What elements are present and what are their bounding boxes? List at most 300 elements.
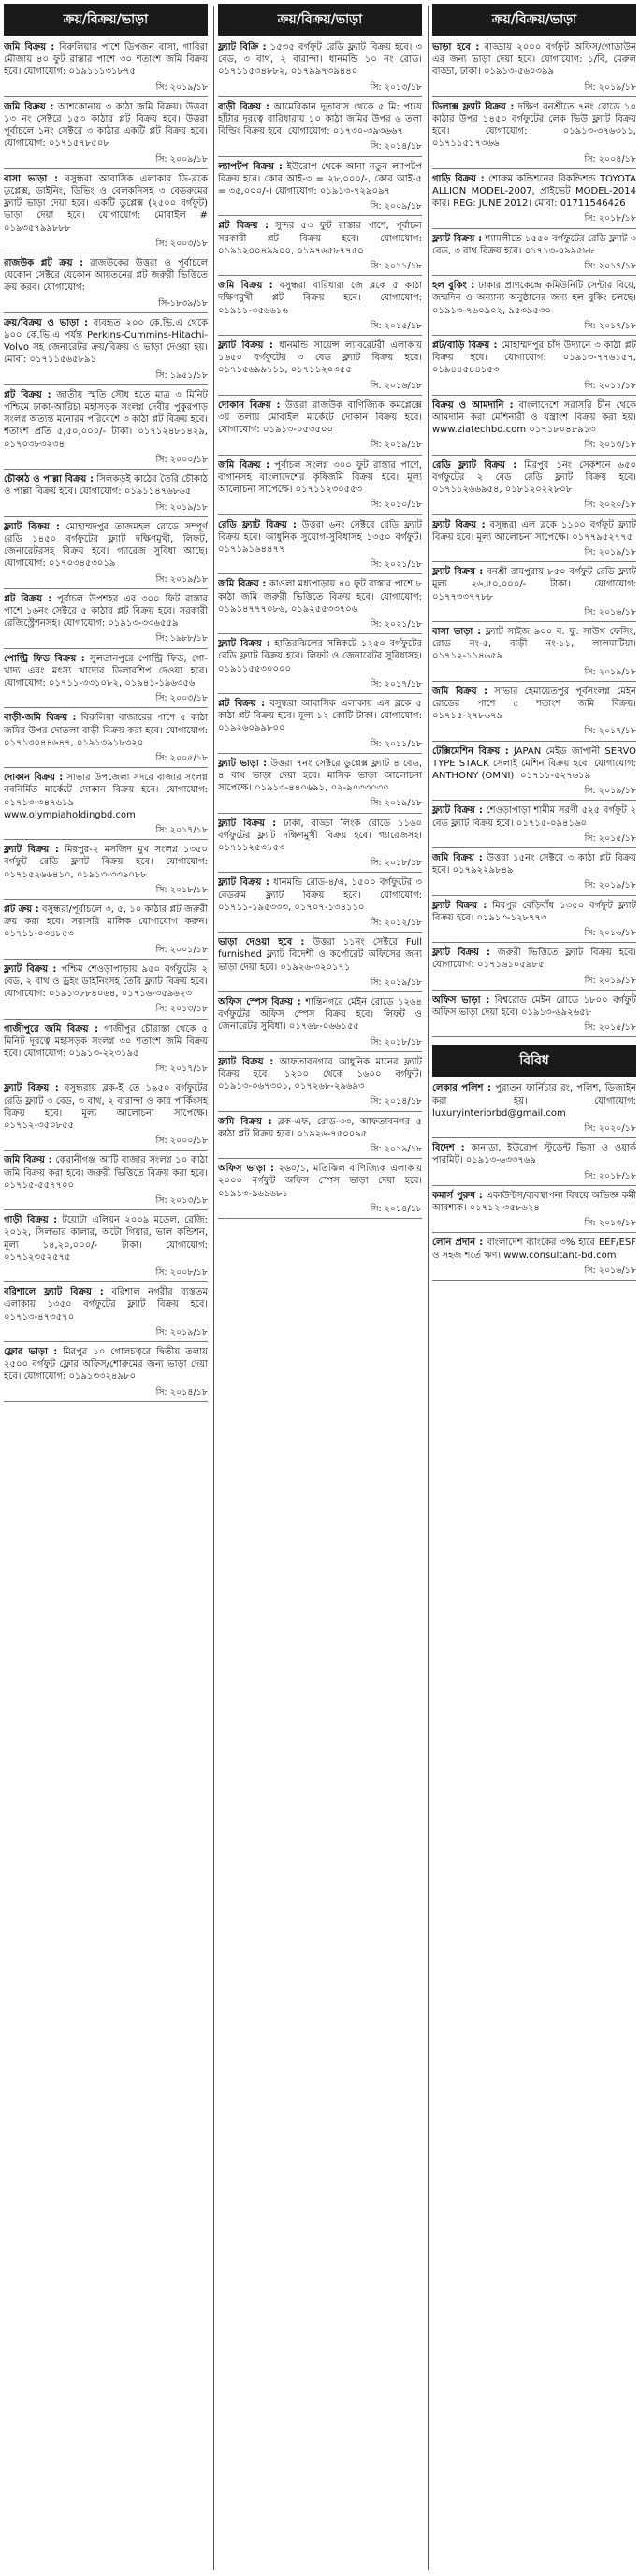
ad-code: সি: ২০১৯/১৮ xyxy=(370,798,422,809)
ad-code: সি: ২০১৮/১৮ xyxy=(370,1036,422,1048)
ad-body: উত্তরা ৭নং সেক্টরে ডুপ্লেক্স ফ্ল্যাট ৪ বেড, ৪ বাথ ভাড়া দেয়া হবে। মাসিক ভাড়া আলোচনা সাপেক্ষে। ০১৯১৩-৪৪০৬৯১, ০২-৯০৩৩০৩০ xyxy=(218,758,422,794)
ad-separator xyxy=(218,1051,422,1052)
ad-body: পূর্বাচল উপশহর এর ৩০০ ফিট রাস্তার পাশে ১৬নং সেক্টরে ৫ কাঠার প্লট বিক্রয় হবে। সরকারী রেজিস্ট্রেশনসহ। যোগাযোগ: ০১৯১৩-৩৩৬৫৫৯ xyxy=(4,593,208,630)
classified-ad xyxy=(4,473,208,498)
classified-ad xyxy=(218,936,422,974)
ad-title: ফ্ল্যাট ভাড়া : xyxy=(218,758,268,769)
ad-separator xyxy=(432,621,636,622)
ad-separator xyxy=(218,693,422,694)
classified-ad xyxy=(218,876,422,914)
ad-body: মিরপুর বেড়িবাঁধ ১৩৫০ বর্গফুট ফ্ল্যাট বিক্রয় হবে। ০১৯১৩-১২৮৭৭৩ xyxy=(432,900,636,923)
ad-code: সি: ২০২১/১৮ xyxy=(370,618,422,630)
ad-title: প্লট/বাড়ি বিক্রয় : xyxy=(432,340,498,352)
classified-ad xyxy=(4,317,208,367)
ad-code: সি: ২০১৮/১৮ xyxy=(155,884,208,895)
ad-code: সি: ২০২০/১৮ xyxy=(584,1123,636,1135)
ad-separator xyxy=(4,588,208,589)
ad-code: সি: ২০০০/১৮ xyxy=(155,1136,208,1147)
classified-ad xyxy=(432,745,636,783)
ad-separator xyxy=(432,1036,636,1037)
ad-title: গাজীপুরে জমি বিক্রয় : xyxy=(4,1023,98,1035)
ad-title: বরিশালে ফ্ল্যাট বিক্রয় : xyxy=(4,1287,104,1298)
ad-title: ফ্ল্যাট বিক্রয় : xyxy=(432,805,483,817)
classified-ad xyxy=(432,1142,636,1166)
classified-ad xyxy=(4,904,208,941)
ad-code: সি: ২০১৯/১৮ xyxy=(584,786,636,797)
ad-body: পূর্বাচল সংলগ্ন ৩০০ ফুট রাস্তার পাশে, বাগানসহ বাংলাদেশের কৃষিজমি বিক্রয় হবে। মূল্য আলোচনা সাপেক্ষে। ০১৭১১২৩০৫৫৩ xyxy=(218,459,422,496)
ad-body: টয়োটা এলিয়ন ২০০৯ মডেল, রেজি: ২০১২, সিলভার কালার, অটো গিয়ার, ভাল কন্ডিশন, মূল্য ১৪,২০,০০০/- টাকা। যোগাযোগ: ০১৭১২৩৫২৫৭৫ xyxy=(4,1215,208,1263)
ad-body: হাতিরঝিলের সন্নিকটে ১২৫০ বর্গফুটের রেডি ফ্ল্যাট বিক্রয় হবে। লিফট ও জেনারেটর সুবিধাসহ। ০১৯১১৫৫৩০০০০ xyxy=(218,639,422,674)
ad-body: ২৬০/১, মতিঝিল বাণিজ্যিক এলাকায় ২০০০ বর্গফুট অফিস স্পেস ভাড়া দেয়া হবে। ০১৯১৩-৯৬৯৬৮১ xyxy=(218,1164,422,1199)
ad-separator xyxy=(432,1232,636,1233)
ad-separator xyxy=(218,872,422,873)
classified-ad xyxy=(432,399,636,437)
ad-title: বাড়ী বিক্রয় : xyxy=(218,101,269,112)
ad-separator xyxy=(4,899,208,900)
ad-separator xyxy=(432,800,636,801)
ad-title: ক্রয়/বিক্রয় ও ভাড়া : xyxy=(4,317,89,328)
ad-code: সি: ২০১৬/১৮ xyxy=(370,380,422,391)
section-header: ক্রয়/বিক্রয়/ভাড়া xyxy=(432,4,636,36)
ad-code: সি: ২০১৭/১৮ xyxy=(584,726,636,737)
ad-title: দোকান বিক্রয় : xyxy=(4,773,64,784)
ad-body: শান্তিনগরে মেইন রোডে ১২৬৪ বর্গফুটের অফিস স্পেস বিক্রয় হবে। লিফট ও জেনারেটর সুবিধা। ০১৭৬৮-০৬৬১৫৫ xyxy=(218,997,422,1033)
ad-code: সি: ২০১৩/১৮ xyxy=(370,81,422,93)
ad-code: সি: ২০১৯/১৮ xyxy=(155,573,208,585)
classified-ad xyxy=(218,578,422,615)
classified-ad xyxy=(432,459,636,497)
classified-ad xyxy=(218,638,422,675)
ad-body: বিরুলিয়া বাজারের পাশে ৫ কাঠা জমির উপর দোতলা বাড়ী বিক্রয় করা হবে। যোগাযোগ: ০১৭১৩০৪৪৬৪৭, ০১৯১৩৯১৮৩২০ xyxy=(4,713,208,748)
ad-title: ফ্ল্যাট বিক্রয় : xyxy=(218,340,273,352)
ad-body: সিলকড়ই কাঠের তৈরি চৌকাঠ ও পাল্লা বিক্রয় হবে। যোগাযোগ: ০১৯১১৪৭৬৮৬৫ xyxy=(4,474,208,498)
ad-code: সি: ২০১৭/১৮ xyxy=(584,261,636,272)
ad-body: ধানমন্ডি রোড-৪/এ, ১৫০০ বর্গফুটের ৩ বেডরুম ফ্ল্যাট বিক্রয় হবে। যোগাযোগ: ০১৭১১-১৯৫৩৩৩, ০১৭০৭-১৩৪১১০ xyxy=(218,877,422,913)
ad-title: জমি বিক্রয় : xyxy=(432,852,483,863)
ad-body: শেওড়াপাড়া শামীম সরণী ৫২৫ বর্গফুট ২ বেড ফ্ল্যাট বিক্রয় হবে। ০১৭১৫-০৯৪১৬০ xyxy=(432,805,636,829)
ad-separator xyxy=(4,959,208,960)
classified-ad xyxy=(4,1023,208,1061)
classified-ad xyxy=(218,280,422,317)
ad-separator xyxy=(218,395,422,396)
ad-code: সি: ২০১৮/১৮ xyxy=(584,1170,636,1181)
ad-separator xyxy=(4,1401,208,1402)
classified-ad xyxy=(432,519,636,543)
ad-separator xyxy=(4,767,208,768)
ad-body: দক্ষিণ বনশ্রীতে ৭নং রোডে ১০ কাঠার উপর ১৪৫০ বর্গফুটের লেক ভিউ ফ্ল্যাট বিক্রয় হবে। যোগাযোগ: ০১৯১৩-৩৭৬৩১১, ০১৭১১৫১৭৩৬৬ xyxy=(432,101,636,150)
classified-ad xyxy=(218,1163,422,1200)
ad-code: সি: ২০১৪/১৮ xyxy=(155,1386,208,1397)
ad-separator xyxy=(4,1209,208,1210)
column-3-ads xyxy=(432,41,636,1037)
ad-code: সি: ২০০১/১৮ xyxy=(155,944,208,955)
ad-body: আশকোনায় ৩ কাঠা জমি বিক্রয়। উত্তরা ১৩ নং সেক্টরে ১৫৩ কাঠার প্লট বিক্রয় হবে। উত্তরা পূর্বাচলে ১নং সেক্টরে ৩ কাঠার একটি প্লট বিক্রয় হবে। যোগাযোগ: ০১৭১৫৭৮৫০৮ xyxy=(4,101,208,150)
ad-separator xyxy=(218,1218,422,1219)
ad-title: জমি বিক্রয় : xyxy=(4,101,54,112)
ad-body: জাতীয় স্মৃতি সৌধ হতে মাত্র ৩ মিনিট পশ্চিমে ঢাকা-আরিচা মহাসড়ক সংলগ্ন দেবীর পুকুরপাড় সংলগ্ন অত্যন্ত মনোরম পরিবেশে ৩ কাঠা প্লট বিক্রয় হবে। শতাংশ প্রতি ৫,৫০,০০০/- টাকা। ০১৭১২৪৮১৪২৯, ০১৭০৩৮৩২৩৪ xyxy=(4,389,208,450)
ad-title: প্লট বিক্রয় : xyxy=(4,389,51,400)
ad-separator xyxy=(432,395,636,396)
ad-code: সি: ২০১৯/১৮ xyxy=(370,1144,422,1155)
ad-code: সি: ১৯৮৮/১৮ xyxy=(155,633,208,644)
ad-title: জমি বিক্রয় : xyxy=(218,1116,272,1127)
ad-separator xyxy=(432,990,636,991)
ad-code: সি: ২০১০/১৮ xyxy=(370,499,422,511)
ad-code: সি: ২০০৯/১৮ xyxy=(370,201,422,212)
ad-body: সাভার হেমায়েতপুর পূর্বসংলগ্ন মেইন রোডের পাশে ৫ শতাংশ জমি বিক্রয়। ০১৭১৫-২৭৮৬৭৯ xyxy=(432,686,636,722)
ad-code: সি: ২০১৯/১৮ xyxy=(584,81,636,93)
ad-body: উত্তরা ১৫নং সেক্টরে ৩ কাঠা প্লট বিক্রয় হবে। ০১৭৯২২৯৮৪৯ xyxy=(432,852,636,876)
ad-separator xyxy=(4,168,208,169)
ad-separator xyxy=(4,648,208,649)
ad-separator xyxy=(218,514,422,515)
ad-title: ফ্লোর ভাড়া : xyxy=(4,1347,58,1358)
classified-ad xyxy=(4,521,208,571)
ad-title: পোল্ট্রি ফিড বিক্রয় : xyxy=(4,653,85,664)
ad-title: ফ্ল্যাট বিক্রয় : xyxy=(432,519,486,530)
ad-separator xyxy=(218,156,422,157)
ad-code: সি: ২০১৯/১৮ xyxy=(584,975,636,986)
ad-body: বসুন্ধরায় ব্লক-ই তে ১৯৫০ বর্গফুটের রেডি ফ্ল্যাট ৩ বেড, ৩ বাথ, ২ বারান্দা ও কার পার্কিংসহ বিক্রয় হবে। মূল্য আলোচনা সাপেক্ষে। ০১৭১২-৩৫০৮৫৫ xyxy=(4,1083,208,1132)
ad-title: ফ্ল্যাট বিক্রয় : xyxy=(432,900,487,911)
classified-ad xyxy=(4,593,208,630)
ad-body: ১৫৩৫ বর্গফুট রেডি ফ্ল্যাট বিক্রয় হবে। ৩ বেড, ৩ বাথ, ২ বারান্দা। ধানমন্ডি ১০ নং রোড। ০১৭১১৫৩৪৮৮২, ০১৭৯৯৭৩৯৪৪০ xyxy=(218,42,422,78)
ad-separator xyxy=(432,455,636,456)
classified-ad xyxy=(218,818,422,855)
classified-ad xyxy=(4,173,208,235)
section-header: ক্রয়/বিক্রয়/ভাড়া xyxy=(4,4,208,36)
ad-code: সি: ২০২১/১৮ xyxy=(370,559,422,571)
ad-title: প্লট বিক্রয় : xyxy=(218,221,269,232)
ad-title: অফিস ভাড়া : xyxy=(432,994,490,1006)
column-divider xyxy=(428,6,429,2570)
ad-separator xyxy=(4,384,208,385)
ad-code: সি: ২০০৪/১৮ xyxy=(584,153,636,165)
ad-code: সি: ২০১১/১৮ xyxy=(370,261,422,272)
ad-title: জমি বিক্রয় : xyxy=(218,579,267,590)
ad-title: জমি বিক্রয় : xyxy=(218,459,270,470)
classified-ad xyxy=(432,101,636,151)
ad-code: সি: ২০১৭/১৮ xyxy=(155,824,208,835)
ad-body: কেরানীগঞ্জ আটি বাজার সংলগ্ন ১০ কাঠা জমি বিক্রয় করা হবে। জরুরী ভিত্তিতে বিক্রয় করা হবে। ০১৭১৫-৫৫৭৭০০ xyxy=(4,1155,208,1191)
classified-ad xyxy=(218,101,422,138)
ad-body: বিশ্বরোড মেইন রোডে ১৮০০ বর্গফুট অফিস ভাড়া দেয়া হবে। ০১৯১৩-৬৯২৬৫৮ xyxy=(432,994,636,1018)
classified-column-2 xyxy=(218,4,422,2572)
classified-ad xyxy=(432,566,636,603)
ad-separator xyxy=(4,707,208,708)
section-header: ক্রয়/বিক্রয়/ভাড়া xyxy=(218,4,422,36)
classified-ad xyxy=(4,844,208,881)
misc-ads xyxy=(432,1082,636,1281)
ad-code: সি: ২০১৪/১৮ xyxy=(370,1096,422,1107)
ad-title: ফ্ল্যাট বিক্রি : xyxy=(218,42,267,52)
ad-body: বিরুলিয়ার পাশে ডিপজন বাসা, গাবিরা মৌজায় ৪০ ফুট রাস্তার পাশে ৩০ শতাংশ জমি বিক্রয় হবে। যোগাযোগ: ০১৯১১১৩১৮৭৫ xyxy=(4,42,208,78)
classified-ad xyxy=(4,1214,208,1264)
ad-separator xyxy=(218,275,422,276)
ad-body: সুন্দর ৫৩ ফুট রাস্তার পাশে, পূর্বাচল সরকারী প্লট বিক্রয় হবে। যোগাযোগ: ০১৯১২০০৪৯৯০০, ০১৯৭৬৫৮৭৭৫০ xyxy=(218,221,422,256)
ad-title: ফ্ল্যাট বিক্রয় : xyxy=(4,845,59,856)
ad-body: কাওলা মধ্যপাড়ায় ৪০ ফুট রাস্তার পাশে ৮ কাঠা জমি জরুরী ভিত্তিতে বিক্রয় হবে। যোগাযোগ: ০১৯১৪৭৭৭০৮৬, ০১৯২৫৫৩৩৭০৬ xyxy=(218,579,422,615)
ad-code: সি: ২০১৩/১৮ xyxy=(584,1218,636,1229)
ad-body: ব্যবহৃত ২০০ কে.ভি.এ থেকে ৯০০ কে.ভি.এ পর্যন্ত Perkins-Cummins-Hitachi-Volvo সহ জেনারেটর ক্রয়/বিক্রয় ও ভাড়া দেওয়া হয়। মোবা: ০১৭১১৫৬৫৮৯১ xyxy=(4,317,208,366)
ad-separator xyxy=(4,839,208,840)
ad-title: ফ্ল্যাট বিক্রয় : xyxy=(218,818,277,829)
ad-code: সি: ২০১৮/১৮ xyxy=(370,858,422,869)
ad-separator xyxy=(4,1150,208,1151)
ad-title: হল বুকিং : xyxy=(432,281,475,292)
classified-ad xyxy=(4,1346,208,1383)
ad-body: মিরপুর ১নং সেকশনে ৬৫০ বর্গফুটের ২ বেড রেডি ফ্ল্যাট বিক্রয় হবে। ০১৭১১২৬৬৯৫৪, ০১৮১২০২২৮০৮ xyxy=(432,459,636,496)
ad-separator xyxy=(432,561,636,562)
ad-title: জমি বিক্রয় : xyxy=(4,1155,52,1166)
ad-title: রেডি ফ্ল্যাট বিক্রয় : xyxy=(432,459,517,470)
ad-body: পশ্চিম শেওড়াপাড়ায় ৯৫০ বর্গফুটের ২ বেড, ২ বাথ ও ড্রইং ডাইনিংসহ তৈরি ফ্ল্যাট বিক্রয় হবে। যোগাযোগ: ০১৯১৩৮৮৪০৬৪, ০১৭১৬-৩৫৯৬২৩ xyxy=(4,963,208,1000)
ad-separator xyxy=(4,1341,208,1342)
ad-separator xyxy=(432,942,636,943)
ad-title: অফিস স্পেস বিক্রয় : xyxy=(218,997,301,1007)
ad-body: বাংলাদেশ ব্যাংকের ৩% হারে EEF/ESF ও সহজ শর্তে ঋণ। www.consultant-bd.com xyxy=(432,1237,636,1261)
ad-code: সি: ২০২০/১৮ xyxy=(584,499,636,511)
ad-code: সি: ২০১৩/১৮ xyxy=(584,440,636,451)
ad-title: ফ্ল্যাট বিক্রয় : xyxy=(218,639,270,650)
classified-ad xyxy=(218,459,422,497)
ad-title: ফ্ল্যাট বিক্রয় : xyxy=(432,948,490,959)
ad-title: প্লট বিক্রয় : xyxy=(4,593,52,604)
classified-ad xyxy=(4,653,208,690)
ad-code: সি: ২০১৯/১৮ xyxy=(155,1326,208,1338)
ad-body: একাউন্টস/ব্যবস্থাপনা বিষয়ে অভিজ্ঞ কর্মী আবশ্যক। ০১৭১২-৩৫৮৬২৪ xyxy=(432,1190,636,1214)
ad-body: ইউরোপ থেকে আনা নতুন ল্যাপটপ বিক্রয় হবে। কোর আই-৩ = ২৮,০০০/-, কোর আই-৫ = ৩৫,০০০/-। যোগাযোগ: ০১৯১৩-৭২৯০৯৭ xyxy=(218,161,422,197)
ad-separator xyxy=(432,335,636,336)
ad-body: বরিশাল নগরীর ব্যস্ততম এলাকায় ১৩৫০ বর্গফুটের ফ্ল্যাট বিক্রয় হবে। ০১৭১৩-৪৭৩৫৭০ xyxy=(4,1287,208,1323)
ad-title: বিদেশ : xyxy=(432,1143,465,1154)
ad-separator xyxy=(4,312,208,313)
ad-separator xyxy=(4,96,208,97)
ad-body: মোহাম্মদপুর চাঁদ উদ্যানে ৩ কাঠা প্লট বিক্রয় হবে। যোগাযোগ: ০১৯১৩-৭৭৬১৫৭, ০১৯৪৪৫৪৪১৫৩ xyxy=(432,340,636,376)
ad-separator xyxy=(432,895,636,896)
ad-title: অফিস ভাড়া : xyxy=(218,1164,274,1175)
ad-body: ফ্ল্যাট সাইজ ৯০০ ব. ফু. সাউথ ফেসিং, রোড নং-৫, বাড়ী নং-১১, লালমাটিয়া। ০১৭১২-১১৪৬৫৯ xyxy=(432,626,636,662)
ad-body: সুলতানপুরে পোল্ট্রি ফিড, গো-খাদ্য এবং মৎস্য খাদ্যের ডিলারশিপ দেওয়া হবে। যোগাযোগ: ০১৭১১-৩৩১০৮২, ০১৯৪১-১৯৬৩৫৬ xyxy=(4,653,208,688)
ad-body: JAPAN মেইড জাপানী SERVO TYPE STACK সেলাই মেশিন বিক্রয় হবে। যোগাযোগ: ANTHONY (OMNI)। ০১৭১১-৫২৭৬১৯ xyxy=(432,745,636,781)
ad-body: জরুরী ভিত্তিতে ফ্ল্যাট বিক্রয় হবে। যোগাযোগ: ০১৭১৬১০৫৯৮৫ xyxy=(432,948,636,971)
ad-title: প্লট ক্রয় : xyxy=(4,904,39,915)
classified-ad xyxy=(4,1286,208,1324)
classified-ad xyxy=(4,1082,208,1132)
classified-ad xyxy=(218,1116,422,1140)
ad-separator xyxy=(218,573,422,574)
ad-code: সি: ২০১৫/১৮ xyxy=(370,320,422,331)
classified-ad xyxy=(432,173,636,210)
ad-body: বাড্ডায় ২০০০ বর্গফুট অফিস/গোডাউন এর জন্য ভাড়া দেয়া হবে। যোগাযোগ: ১/বি, মেরুল বাড্ডা, ঢাকা। ০১৯১৩-৫৬০৩৯৯ xyxy=(432,42,636,78)
classified-ad xyxy=(218,220,422,257)
ad-separator xyxy=(218,932,422,933)
classified-ad xyxy=(4,712,208,749)
ad-separator xyxy=(432,514,636,515)
ad-code: সি: ২০১৮/১৮ xyxy=(584,213,636,224)
classified-ad xyxy=(432,686,636,723)
ad-body: আফতাবনগরে আধুনিক মানের ফ্ল্যাট বিক্রয় হবে। ১২০০ থেকে ১৬০০ বর্গফুট। ০১৯১৩-০৬৭৩০১, ০১৭২৬৮-২৯৬৯৩ xyxy=(218,1056,422,1093)
ad-body: মিরপুর-২ মসজিদ মুখ সংলগ্ন ১৩৫০ বর্গফুট রেডি ফ্ল্যাট বিক্রয় হবে। যোগাযোগ: ০১৭১৫২৬৬৪১০, ০১৯১৩-৩৩৯০৮৮ xyxy=(4,845,208,880)
ad-title: ফ্ল্যাট বিক্রয় : xyxy=(4,521,60,532)
ad-code: সি: ২০১১/১৮ xyxy=(584,380,636,391)
classified-ad xyxy=(4,1154,208,1192)
ad-body: ঢাকা, বাড্ডা লিংক রোডে ১১৬০ বর্গফুটের ফ্ল্যাট দক্ষিণমুখী বিক্রয় হবে। গ্যারেজসহ। ০১৭১১২৫৩১৫৩ xyxy=(218,818,422,853)
ad-title: দোকান বিক্রয় : xyxy=(218,399,281,411)
classified-ad xyxy=(4,41,208,79)
column-divider xyxy=(213,6,214,2570)
ad-separator xyxy=(432,1185,636,1186)
ad-code: সি: ২০১৬/১৮ xyxy=(584,927,636,938)
classified-ad xyxy=(432,994,636,1019)
ad-title: ফ্ল্যাট বিক্রয় : xyxy=(432,233,483,244)
ad-code: সি: ২০১৭/১৮ xyxy=(370,678,422,689)
ad-title: জমি বিক্রয় : xyxy=(432,686,487,697)
ad-title: রাজউক প্লট ক্রয় : xyxy=(4,258,83,269)
classified-ad xyxy=(218,41,422,79)
ad-separator xyxy=(432,96,636,97)
misc-section-header: বিবিধ xyxy=(432,1045,636,1077)
ad-body: রাজউকের উত্তরা ও পূর্বাচলে যেকোন সেক্টরে যেকোন আয়তনের প্লট জরুরী ভিত্তিতে ক্রয় করব। যোগাযোগ: xyxy=(4,258,208,294)
ad-code: সি: ২০০৫/১৮ xyxy=(155,752,208,763)
ad-title: ভাড়া হবে : xyxy=(432,42,480,52)
ad-body: মিরপুর ১০ গোলচত্বরে দ্বিতীয় তলায় ২৫০০ বর্গফুট ফ্লোর অফিস/শোরুমের জন্য ভাড়া দেয়া হবে। যোগাযোগ: ০১৯১৩৩২৪৯৮০ xyxy=(4,1347,208,1382)
ad-title: জমি বিক্রয় : xyxy=(218,281,273,292)
ad-code: সি: ২০১৬/১৮ xyxy=(584,606,636,617)
ad-title: বাসা ভাড়া : xyxy=(4,173,59,184)
ad-title: টেক্সিমেশিন বিক্রয় : xyxy=(432,745,509,757)
ad-body: বনশ্রী রামপুরায় ৮৫০ বর্গফুট রেডি ফ্ল্যাট মূল্য ২৬,৫০,০০০/- টাকা। যোগাযোগ: ০১৭৭৩৩৭৭৮৮ xyxy=(432,567,636,602)
classified-ad xyxy=(432,1237,636,1261)
ad-body: বসুন্ধরা বারিধারা জে ব্লকে ৫ কাঠা দক্ষিণমুখী প্লট বিক্রয় হবে। যোগাযোগ: ০১৯১১-৩৫৬৬১৬ xyxy=(218,281,422,316)
ad-title: গাড়ি বিক্রয় : xyxy=(432,173,485,184)
ad-code: সি: ২০১৫/১৮ xyxy=(584,832,636,844)
ad-separator xyxy=(218,1111,422,1112)
classified-ad xyxy=(432,947,636,971)
classified-ad xyxy=(4,101,208,151)
ad-code: সি: ২০১৭/১৮ xyxy=(155,1064,208,1075)
ad-separator xyxy=(432,1280,636,1281)
ad-title: ফ্ল্যাট বিক্রয় : xyxy=(4,963,57,975)
classified-ad xyxy=(4,772,208,821)
ad-separator xyxy=(218,813,422,814)
classified-ad xyxy=(432,900,636,924)
ad-body: বসুন্ধরা আবাসিক এলাকায় এন ব্লকে ৫ কাঠা প্লট বিক্রয় হবে। মূল্য ১২ কোটি টাকা। যোগাযোগ: ০১৯২৬০৯৯৮০০ xyxy=(218,698,422,734)
ad-body: পুরাতন ফার্নিচার রং, পলিশ, ডিজাইন করা হয়। যোগাযোগ: luxuryinteriorbd@gmail.com xyxy=(432,1083,636,1119)
ad-body: উত্তরা ৬নং সেক্টরে রেডি ফ্ল্যাট বিক্রয় হবে। আধুনিক সুযোগ-সুবিধাসহ ১৩৫০ বর্গফুট। ০১৭১৯১৬৪৪৭৭ xyxy=(218,519,422,555)
ad-separator xyxy=(4,516,208,517)
ad-code: সি: ২০০৮/১৮ xyxy=(155,1267,208,1279)
ad-separator xyxy=(432,681,636,682)
classified-ad xyxy=(432,280,636,317)
ad-body: গাজীপুর চৌরাস্তা থেকে ৫ মিনিট দূরত্বে মহাসড়ক সংলগ্ন ৩০ শতাংশ জমি বিক্রয় হবে। যোগাযোগ: ০১৯১৩-২২৩১৯৫ xyxy=(4,1023,208,1060)
ad-title: ফ্ল্যাট বিক্রয় : xyxy=(218,877,269,889)
ad-title: চৌকাঠ ও পাল্লা বিক্রয় : xyxy=(4,474,95,485)
ad-body: ধানমন্ডি সায়েন্স ল্যাবরেটরী এলাকায় ১৬৫০ বর্গফুটের ৩ বেড ফ্ল্যাট বিক্রয় হবে। ০১৭১৫৬৯৯১১১, ০১৭১১২০৩৫৫ xyxy=(218,340,422,376)
ad-separator xyxy=(432,275,636,276)
classified-ad xyxy=(218,161,422,198)
classified-ad xyxy=(432,1190,636,1214)
classified-ad xyxy=(432,340,636,377)
ad-title: রেডি ফ্ল্যাট বিক্রয় : xyxy=(218,519,297,530)
ad-separator xyxy=(4,469,208,470)
classified-column-3 xyxy=(432,4,636,2572)
classified-column-1 xyxy=(4,4,208,2572)
ad-separator xyxy=(218,215,422,216)
ad-code: সি: ২০১৯/১৮ xyxy=(584,666,636,677)
ad-body: বাংলাদেশে সরাসরি চীন থেকে আমদানি করা মেশিনারী ও যন্ত্রাংশ বিক্রয় করা হয়। www.ziatechbd.com ০১৭১৮০৪৮৯১৩ xyxy=(432,399,636,436)
ad-title: প্লট বিক্রয় : xyxy=(218,698,266,709)
ad-separator xyxy=(4,1019,208,1020)
classified-ad xyxy=(218,340,422,377)
classified-ad xyxy=(218,399,422,437)
ad-code: সি: ২০১৯/১৮ xyxy=(370,977,422,988)
ad-separator xyxy=(4,1281,208,1282)
ad-title: বাসা ভাড়া : xyxy=(432,626,482,637)
ad-body: ব্লক-এফ, রোড-৩৩, আফতাবনগর ৫ কাঠা প্লট বিক্রয় হবে। ০১৯২৬-৭৫০০৯৫ xyxy=(218,1116,422,1139)
classified-ad xyxy=(218,758,422,795)
ad-code: সি: ২০১৪/১৮ xyxy=(370,1203,422,1214)
ad-separator xyxy=(432,228,636,229)
ad-body: কানাডা, ইউরোপ স্টুডেন্ট ভিসা ও ওয়ার্ক পারমিট। ০১৯১৩-৬৩৩৭৬৯ xyxy=(432,1143,636,1166)
ad-title: ফ্ল্যাট বিক্রয় : xyxy=(4,1083,59,1094)
ad-separator xyxy=(218,753,422,754)
ad-body: বসুন্ধরা এল ব্লকে ১১০০ বর্গফুট ফ্ল্যাট বিক্রয় হবে। মূল্য আলোচনা সাপেক্ষে। ০১৭৭৯৫২৭৭৫ xyxy=(432,519,636,543)
ad-title: বাড়ী-জমি বিক্রয় : xyxy=(4,713,77,724)
ad-separator xyxy=(218,455,422,456)
ad-title: ফ্ল্যাট বিক্রয় : xyxy=(218,1056,274,1067)
ad-separator xyxy=(218,96,422,97)
ad-body: মোহাম্মদপুর তাজমহল রোডে সম্পূর্ণ রেডি ১৪৫০ বর্গফুটের ফ্ল্যাট দক্ষিণমুখী, লিফট, জেনারেটরসহ বিক্রয় হবে। গ্যারেজ সুবিধা আছে। যোগাযোগ: ০১৭০৩৪৫৩০১৯ xyxy=(4,521,208,570)
ad-separator xyxy=(218,1158,422,1159)
ad-code: সি: ২০০৩/১৮ xyxy=(155,693,208,704)
ad-code: সি: ২০০৯/১৮ xyxy=(155,153,208,165)
classified-ad xyxy=(218,698,422,735)
ad-code: সি: ২০১৯/১৮ xyxy=(155,501,208,513)
classified-ad xyxy=(432,804,636,829)
ad-code: সি: ২০১৪/১৮ xyxy=(370,141,422,152)
ad-body: বসুন্ধরা আবাসিক এলাকার ডি-ব্লকে ডুপ্লেক্স, ডাইনিং, ডিভিং ও বেলকনিসহ ৩ বেডরুমের ফ্ল্যাট ভাড়া দেয়া হবে। একটি ডুপ্লেক্স (২৫০০ বর্গফুট) ভাড়া দেয়া হবে। যোগাযোগ: মোবাইল # ০১৯৩৫৭৯৯৮৮৮ xyxy=(4,173,208,234)
ad-code: সি: ২০১৭/১৮ xyxy=(584,320,636,331)
classified-ad xyxy=(432,233,636,257)
ad-separator xyxy=(218,991,422,992)
ad-code: সি: ২০০৩/১৮ xyxy=(155,238,208,249)
ad-code: সি: ২০১৫/১৮ xyxy=(584,1022,636,1034)
ad-code: সি: ২০১৩/১৮ xyxy=(155,1004,208,1015)
ad-code: সি: ২০১৯/১৮ xyxy=(155,81,208,93)
ad-code: সি: ২০১৯/১৮ xyxy=(584,880,636,891)
ad-code: সি: ২০১৬/১৮ xyxy=(584,1265,636,1276)
ad-title: বিক্রয় ও আমদানি : xyxy=(432,399,514,411)
ad-separator xyxy=(432,741,636,742)
classified-ad xyxy=(4,963,208,1001)
ad-title: ডিলাক্স ফ্ল্যাট বিক্রয় : xyxy=(432,101,515,112)
classified-ad xyxy=(218,1056,422,1093)
classified-ad xyxy=(432,852,636,876)
ad-code: সি: ২০১২/১৮ xyxy=(370,917,422,928)
ad-body: ঢাকার প্রাণকেন্দ্রে কমিউনিটি সেন্টার বিয়ে, জন্মদিন ও অন্যান্য অনুষ্ঠানের জন্য হল বুকিং চলছে। ০১৯১৩-৭৬০৯০২, ৯৫৩৯৫৩০ xyxy=(432,281,636,316)
ad-body: শ্যামলীতে ১৫৫০ বর্গফুটের রেডি ফ্ল্যাট ৩ বেড, ৩ বাথ বিক্রয় হবে। ০১৭১৩-০৯৯৫৮৮ xyxy=(432,233,636,256)
ad-separator xyxy=(432,847,636,848)
classified-ad xyxy=(218,519,422,557)
ad-body: শোরুম কন্ডিশনের রিকন্ডিশন্ড TOYOTA ALLION MODEL-2007, প্রাইভেট MODEL-2014 কার। REG: JUNE 2012। মোবা: 01711546426 xyxy=(432,173,636,210)
ad-code: সি: ২০১১/১৮ xyxy=(370,738,422,749)
ad-body: উত্তরা রাজউক বাণিজ্যিক কমপ্লেক্সে ৩য় তলায় মোবাইল মার্কেটে দোকান বিক্রয় হবে। যোগাযোগ: ০১৯১৩-০৫৩৫০০ xyxy=(218,399,422,436)
classified-ad xyxy=(432,41,636,79)
ad-code: সি: ২০১৩/১৮ xyxy=(155,1195,208,1207)
classified-ad xyxy=(432,1082,636,1120)
ad-title: কমার্স পুরুষ : xyxy=(432,1190,483,1201)
